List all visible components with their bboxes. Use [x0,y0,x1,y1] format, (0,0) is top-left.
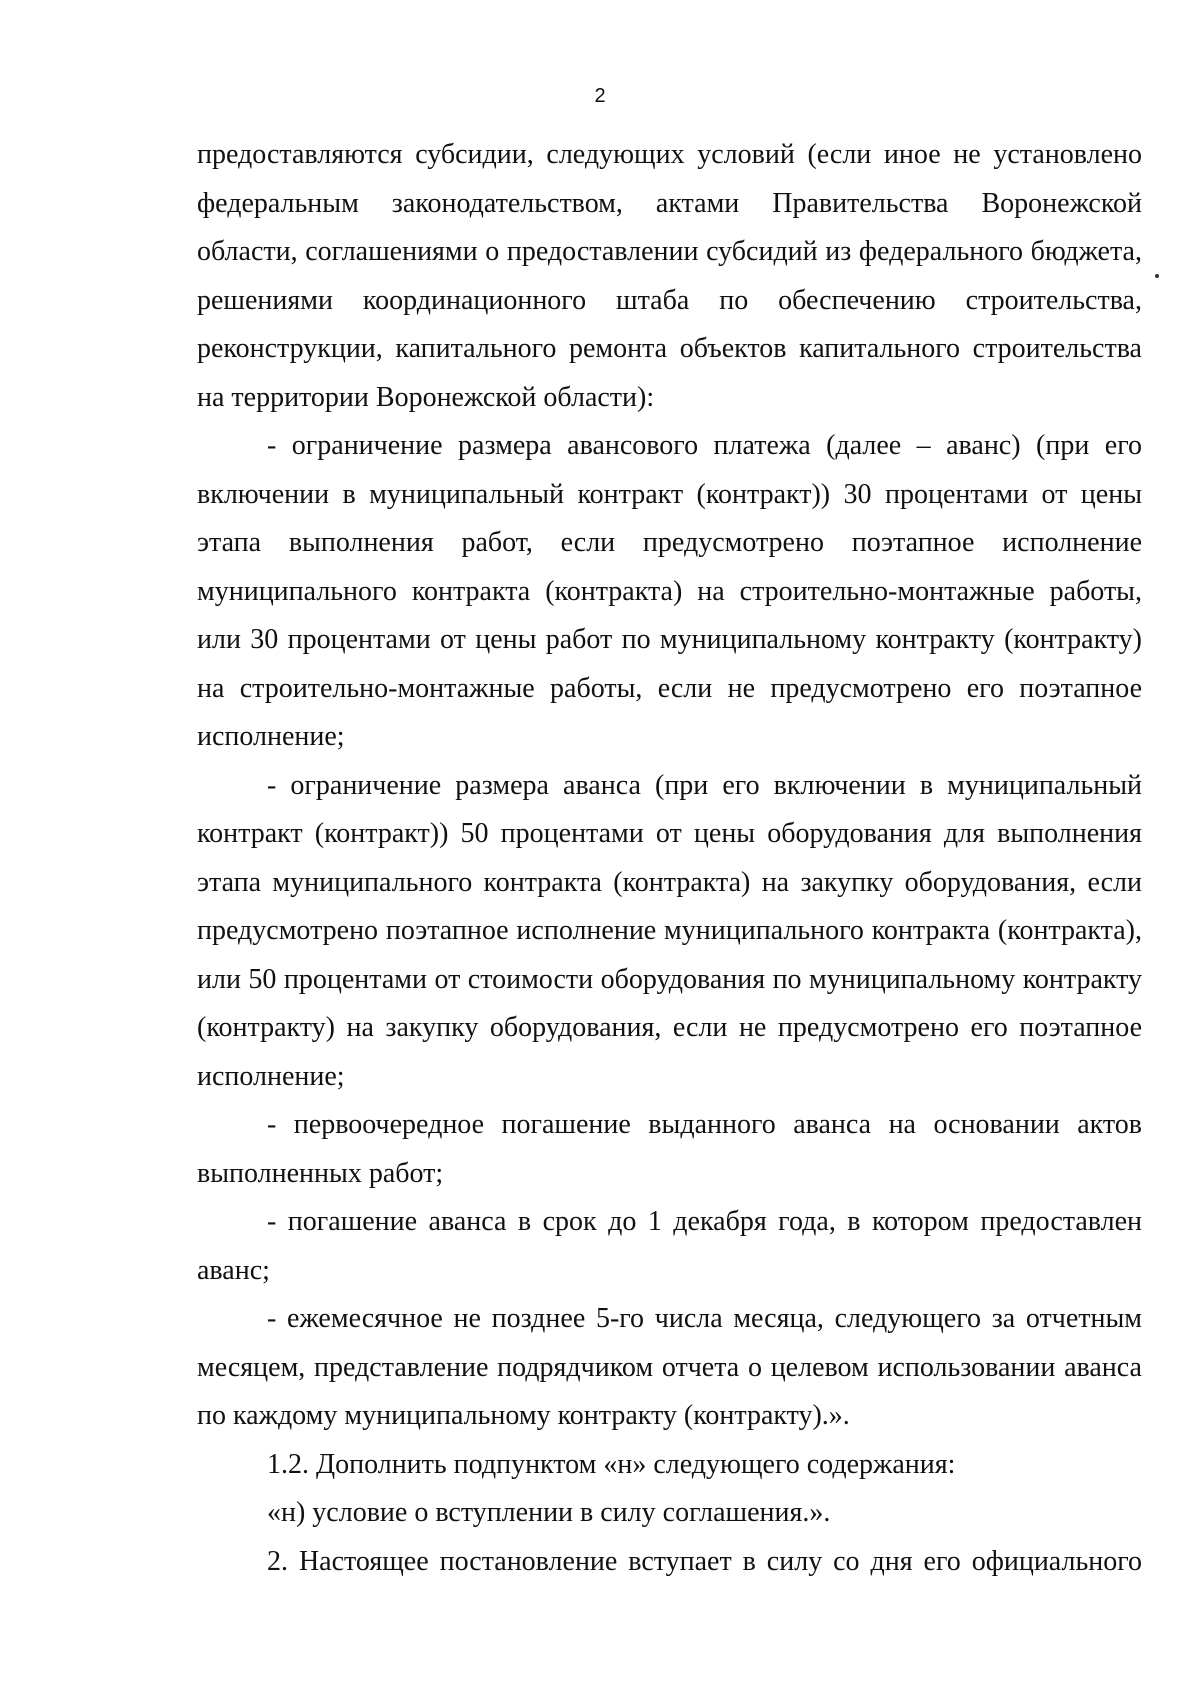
paragraph-item-2: 2. Настоящее постановление вступает в силу со дня его официального [267,1545,1142,1577]
page-number: 2 [594,85,606,107]
document-body [197,131,1142,1586]
paragraph-conditions-intro: предоставляются субсидии, следующих условий (если иное не установлено федеральным законодательством, актами Правительства Воронежской области, соглашениями о предоставлении субсидий из федерального бюджета, решениями координационного штаба по обеспечению строительства, реконструкции, капитального ремонта объектов капитального строительства на территории Воронежской области): [197,139,1142,413]
paragraph-advance-limit-works: - ограничение размера авансового платежа (далее – аванс) (при его включении в муниципальный контракт (контракт)) 30 процентами от цены этапа выполнения работ, если предусмотрено поэтапное исполнение муниципального контракта (контракта) на строительно-монтажные работы, или 30 процентами от цены работ по муниципальному контракту (контракту) на строительно-монтажные работы, если не предусмотрено его поэтапное исполнение; [197,430,1142,752]
paragraph-monthly-report: - ежемесячное не позднее 5-го числа месяца, следующего за отчетным месяцем, представление подрядчиком отчета о целевом использовании аванса по каждому муниципальному контракту (контракту).». [197,1303,1142,1431]
paragraph-advance-repayment-deadline: - погашение аванса в срок до 1 декабря года, в котором предоставлен аванс; [197,1206,1142,1286]
paragraph-advance-priority-repayment: - первоочередное погашение выданного аванса на основании актов выполненных работ; [197,1109,1142,1189]
paragraph-subitem-n: «н) условие о вступлении в силу соглашения.». [267,1497,831,1528]
paragraph-advance-limit-equipment: - ограничение размера аванса (при его включении в муниципальный контракт (контракт)) 50 процентами от цены оборудования для выполнения этапа муниципального контракта (контракта) на закупку оборудования, если предусмотрено поэтапное исполнение муниципального контракта (контракта), или 50 процентами от стоимости оборудования по муниципальному контракту (контракту) на закупку оборудования, если не предусмотрено его поэтапное исполнение; [197,769,1142,1092]
scan-speck [1155,274,1159,278]
paragraph-item-1-2: 1.2. Дополнить подпунктом «н» следующего содержания: [267,1448,956,1480]
